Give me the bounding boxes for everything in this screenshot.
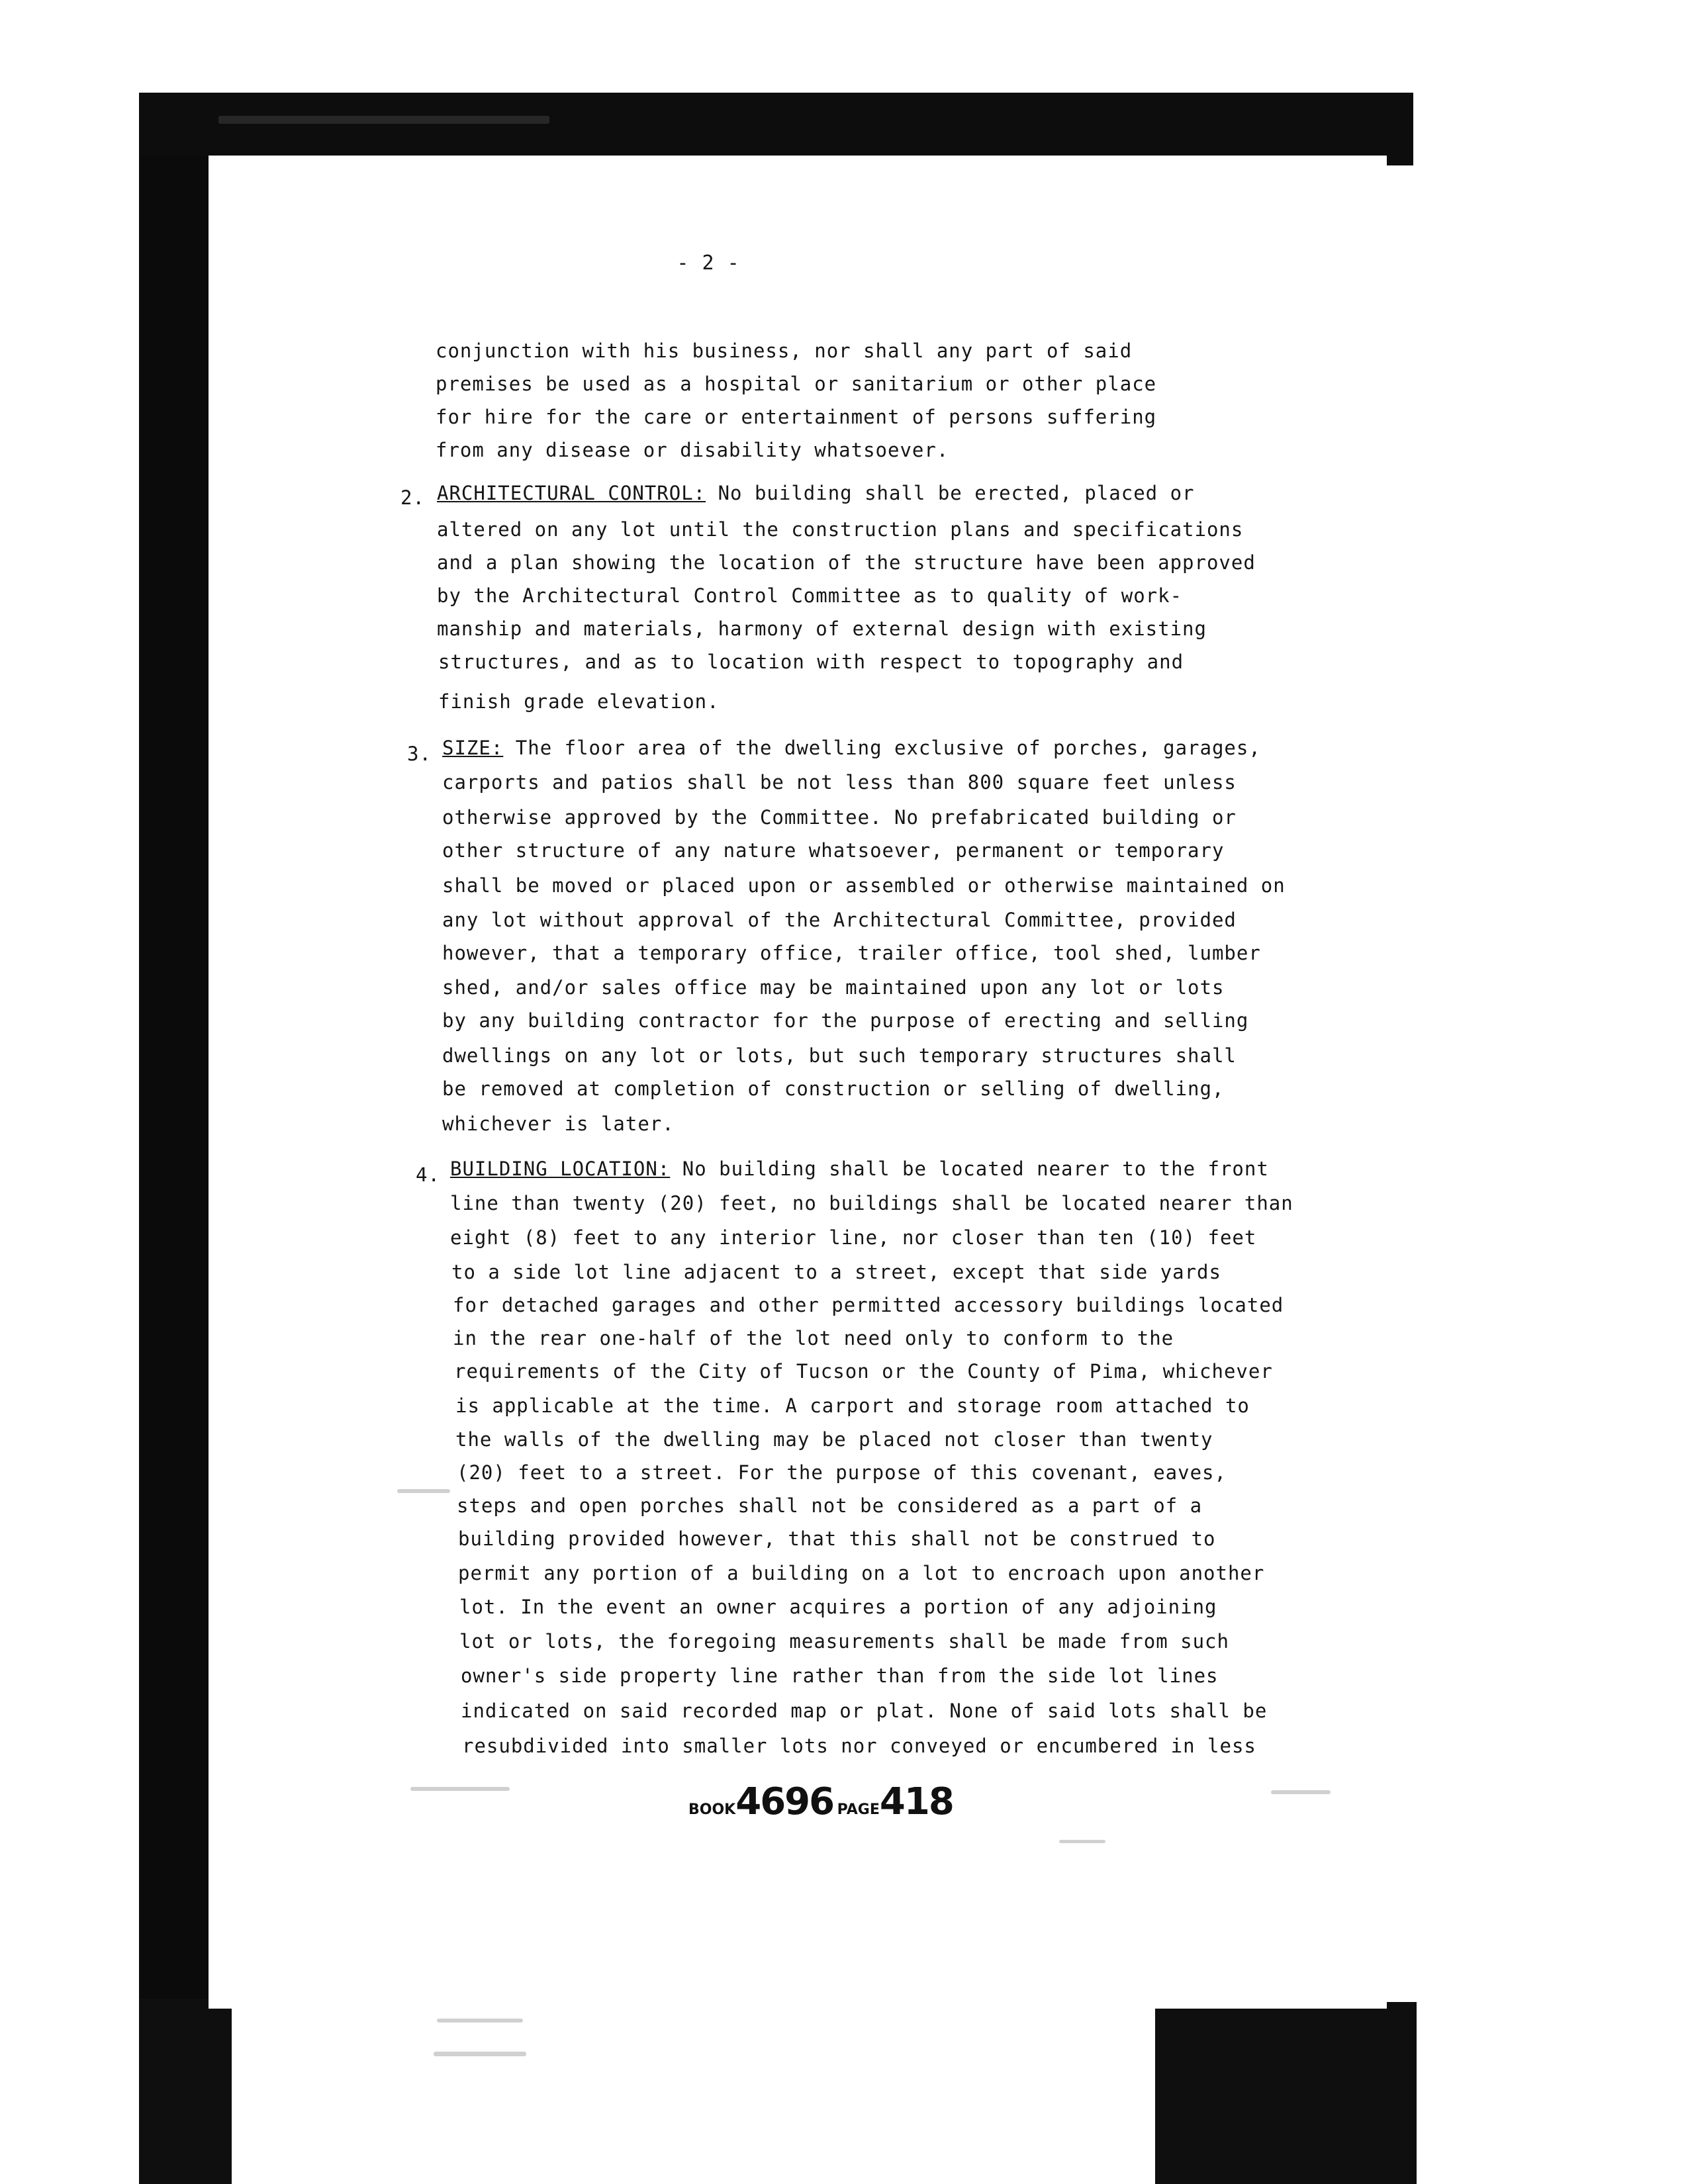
section-text: No building shall be erected, placed or — [706, 482, 1195, 504]
book-label: BOOK — [688, 1801, 736, 1818]
intro-line: from any disease or disability whatsoever. — [436, 439, 949, 461]
section-line: whichever is later. — [442, 1113, 675, 1135]
page-number: - 2 - — [677, 251, 740, 275]
intro-line: for hire for the care or entertainment of persons suffering — [436, 406, 1157, 428]
section-line: and a plan showing the location of the structure have been approved — [437, 551, 1256, 574]
section-number: 3. — [407, 743, 432, 765]
section-text: No building shall be located nearer to the front — [670, 1158, 1269, 1180]
section-line: dwellings on any lot or lots, but such temporary structures shall — [442, 1044, 1237, 1067]
section-line: building provided however, that this shall not be construed to — [458, 1527, 1216, 1550]
scan-border-right — [1387, 93, 1413, 165]
section-line: be removed at completion of construction or selling of dwelling, — [442, 1077, 1225, 1100]
section-heading: ARCHITECTURAL CONTROL: — [437, 482, 706, 504]
scan-speck — [397, 1489, 450, 1493]
section-line: otherwise approved by the Committee. No prefabricated building or — [442, 806, 1237, 829]
section-line: finish grade elevation. — [438, 690, 720, 713]
section-line: manship and materials, harmony of external design with existing — [437, 617, 1207, 640]
section-line: lot or lots, the foregoing measurements shall be made from such — [459, 1630, 1229, 1653]
section-line: carports and patios shall be not less than 800 square feet unless — [442, 771, 1237, 794]
section-line: resubdivided into smaller lots nor conveyed or encumbered in less — [462, 1735, 1256, 1757]
scan-speck — [437, 2019, 523, 2023]
scan-speck — [434, 2052, 526, 2056]
section-heading: SIZE: — [442, 737, 504, 759]
page-label: PAGE — [837, 1801, 880, 1818]
section-first-line — [437, 480, 1195, 506]
section-line: requirements of the City of Tucson or the County of Pima, whichever — [454, 1360, 1273, 1383]
section-line: indicated on said recorded map or plat. None of said lots shall be — [461, 1700, 1268, 1722]
section-line: however, that a temporary office, trailer office, tool shed, lumber — [442, 942, 1261, 964]
section-line: to a side lot line adjacent to a street, except that side yards — [451, 1261, 1221, 1283]
section-line: steps and open porches shall not be considered as a part of a — [457, 1494, 1203, 1517]
scan-speck — [1059, 1840, 1105, 1843]
section-line: any lot without approval of the Architectural Committee, provided — [442, 909, 1237, 931]
section-line: (20) feet to a street. For the purpose of this covenant, eaves, — [457, 1461, 1227, 1484]
scan-border-top — [139, 93, 1413, 156]
scan-border-bottom-left — [139, 1999, 232, 2184]
scan-speck — [1271, 1790, 1331, 1794]
book-number: 4696 — [735, 1780, 834, 1823]
section-line: line than twenty (20) feet, no buildings shall be located nearer than — [450, 1192, 1293, 1214]
intro-line: premises be used as a hospital or sanitarium or other place — [436, 373, 1157, 395]
section-line: by the Architectural Control Committee as to quality of work- — [437, 584, 1183, 607]
section-first-line — [450, 1156, 1269, 1182]
intro-line: conjunction with his business, nor shall any part of said — [436, 340, 1133, 362]
section-line: for detached garages and other permitted accessory buildings located — [453, 1294, 1284, 1316]
section-line: permit any portion of a building on a lot to encroach upon another — [458, 1562, 1265, 1584]
section-line: owner's side property line rather than from the side lot lines — [461, 1664, 1219, 1687]
section-line: by any building contractor for the purpose of erecting and selling — [442, 1009, 1249, 1032]
scan-speck — [218, 116, 549, 124]
book-page-stamp — [688, 1780, 953, 1823]
section-number: 4. — [416, 1163, 440, 1186]
section-line: altered on any lot until the construction plans and specifications — [437, 518, 1244, 541]
section-heading: BUILDING LOCATION: — [450, 1158, 671, 1180]
section-first-line — [442, 735, 1261, 761]
page-ref-number: 418 — [879, 1780, 953, 1823]
section-line: lot. In the event an owner acquires a portion of any adjoining — [459, 1596, 1217, 1618]
section-line: eight (8) feet to any interior line, nor closer than ten (10) feet — [450, 1226, 1257, 1249]
section-line: the walls of the dwelling may be placed not closer than twenty — [455, 1428, 1213, 1451]
section-line: in the rear one-half of the lot need only to conform to the — [453, 1327, 1174, 1349]
section-line: shall be moved or placed upon or assembled or otherwise maintained on — [442, 874, 1286, 897]
scan-border-bottom-right — [1155, 2002, 1417, 2184]
scan-speck — [410, 1787, 510, 1791]
section-line: other structure of any nature whatsoever, permanent or temporary — [442, 839, 1225, 862]
section-number: 2. — [400, 486, 425, 509]
section-text: The floor area of the dwelling exclusive of porches, garages, — [503, 737, 1261, 759]
section-line: is applicable at the time. A carport and storage room attached to — [455, 1394, 1250, 1417]
section-line: shed, and/or sales office may be maintained upon any lot or lots — [442, 976, 1225, 999]
section-line: structures, and as to location with respect to topography and — [438, 651, 1184, 673]
scan-border-left — [139, 99, 209, 2184]
